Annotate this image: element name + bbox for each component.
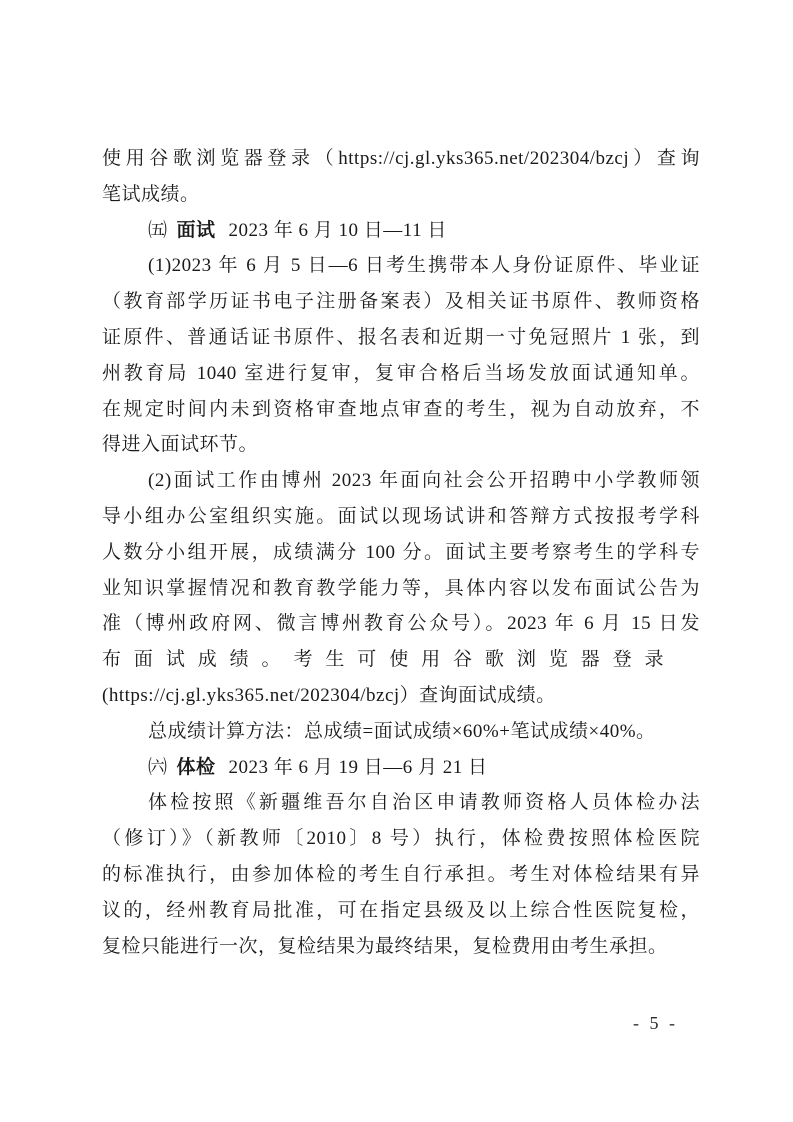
section-title: 面试 — [176, 219, 216, 241]
section-number: ㈤ — [148, 219, 168, 241]
section-heading-medical-exam — [102, 750, 700, 786]
doc-line: 议的，经州教育局批准，可在指定县级及以上综合性医院复检， — [102, 899, 700, 921]
doc-line: (2)面试工作由博州 2023 年面向社会公开招聘中小学教师领 — [148, 470, 700, 492]
doc-line: 布面试成绩。考生可使用谷歌浏览器登录 — [102, 649, 664, 671]
doc-line: (1)2023 年 6 月 5 日—6 日考生携带本人身份证原件、毕业证 — [148, 255, 700, 277]
doc-line: 的标准执行，由参加体检的考生自行承担。考生对体检结果有异 — [102, 863, 700, 885]
doc-line: 导小组办公室组织实施。面试以现场试讲和答辩方式按报考学科 — [102, 505, 700, 527]
doc-line-score-formula: 总成绩计算方法：总成绩=面试成绩×60%+笔试成绩×40%。 — [148, 720, 656, 742]
doc-line: 州教育局 1040 室进行复审，复审合格后当场发放面试通知单。 — [102, 362, 700, 384]
doc-line: 得进入面试环节。 — [102, 434, 259, 456]
doc-line: 笔试成绩。 — [102, 183, 200, 205]
doc-line: 准（博州政府网、微言博州教育公众号）。2023 年 6 月 15 日发 — [102, 613, 700, 635]
doc-line: 证原件、普通话证书原件、报名表和近期一寸免冠照片 1 张，到 — [102, 326, 700, 348]
doc-line: 复检只能进行一次，复检结果为最终结果，复检费用由考生承担。 — [102, 935, 668, 957]
doc-line: （教育部学历证书电子注册备案表）及相关证书原件、教师资格 — [102, 291, 700, 313]
doc-line: （修订）》（新教师〔2010〕8 号）执行，体检费按照体检医院 — [102, 828, 700, 850]
doc-line: 使用谷歌浏览器登录（https://cj.gl.yks365.net/202304/bzcj）查询 — [102, 148, 700, 169]
doc-line: 体检按照《新疆维吾尔自治区申请教师资格人员体检办法 — [148, 792, 700, 814]
doc-line-url: (https://cj.gl.yks365.net/202304/bzcj）查询面试成绩。 — [102, 684, 556, 706]
doc-line: 业知识掌握情况和教育教学能力等，具体内容以发布面试公告为 — [102, 577, 700, 599]
section-title: 体检 — [176, 756, 216, 778]
page-number: - 5 - — [633, 1013, 678, 1033]
section-date: 2023 年 6 月 19 日—6 月 21 日 — [228, 756, 488, 778]
section-number: ㈥ — [148, 756, 168, 778]
section-heading-interview — [102, 213, 700, 249]
doc-line: 人数分小组开展，成绩满分 100 分。面试主要考察考生的学科专 — [102, 541, 700, 563]
doc-line: 在规定时间内未到资格审查地点审查的考生，视为自动放弃，不 — [102, 398, 700, 420]
document-body — [102, 141, 700, 964]
section-date: 2023 年 6 月 10 日—11 日 — [228, 219, 447, 241]
